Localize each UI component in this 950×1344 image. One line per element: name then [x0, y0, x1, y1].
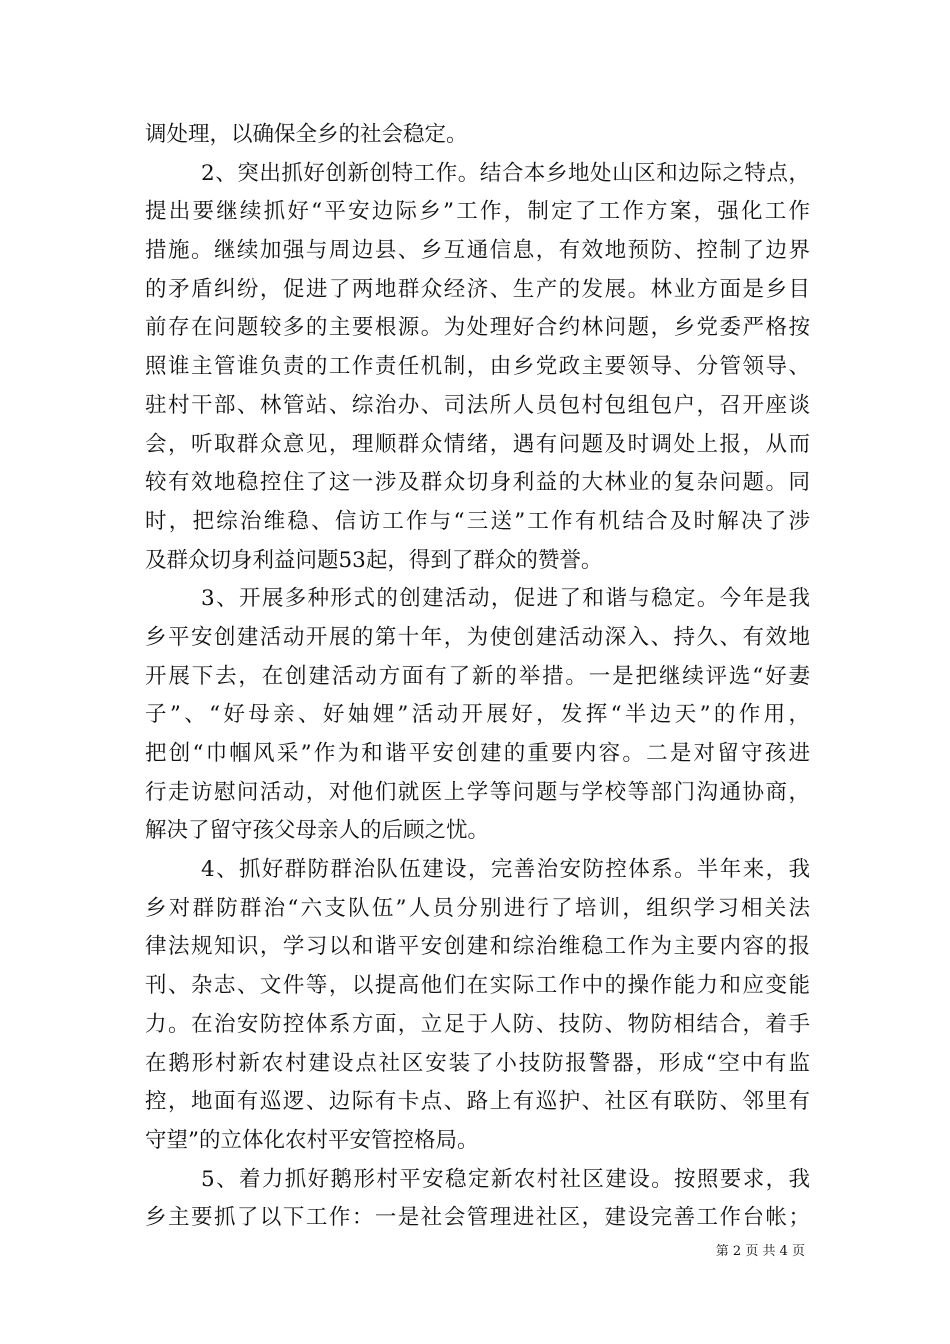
- text-line: 5、着力抓好鹅形村平安稳定新农村社区建设。按照要求，我: [201, 1166, 810, 1192]
- text-line: 在鹅形村新农村建设点社区安装了小技防报警器，形成“空中有监: [145, 1050, 810, 1076]
- document-body: [145, 116, 810, 1238]
- text-line: 守望”的立体化农村平安管控格局。: [145, 1127, 479, 1153]
- text-line: 提出要继续抓好“平安边际乡”工作，制定了工作方案，强化工作: [145, 199, 810, 225]
- text-line: 把创“巾帼风采”作为和谐平安创建的重要内容。二是对留守孩进: [145, 741, 810, 766]
- text-line: 力。在治安防控体系方面，立足于人防、技防、物防相结合，着手: [145, 1011, 810, 1037]
- text-line: 会，听取群众意见，理顺群众情绪，遇有问题及时调处上报，从而: [145, 431, 810, 457]
- page-number: 第 2 页 共 4 页: [715, 1244, 805, 1259]
- text-line: 乡平安创建活动开展的第十年，为使创建活动深入、持久、有效地: [145, 624, 810, 650]
- text-line: 驻村干部、林管站、综治办、司法所人员包村包组包户，召开座谈: [145, 392, 810, 418]
- text-line: 解决了留守孩父母亲人的后顾之忧。: [145, 818, 490, 844]
- text-line: 3、开展多种形式的创建活动，促进了和谐与稳定。今年是我: [201, 586, 810, 612]
- text-line: 律法规知识，学习以和谐平安创建和综治维稳工作为主要内容的报: [145, 934, 810, 960]
- text-line: 乡主要抓了以下工作：一是社会管理进社区，建设完善工作台帐；: [145, 1205, 810, 1231]
- text-line: 控，地面有巡逻、边际有卡点、路上有巡护、社区有联防、邻里有: [145, 1089, 810, 1115]
- text-line: 较有效地稳控住了这一涉及群众切身利益的大林业的复杂问题。同: [145, 470, 810, 496]
- text-line: 刊、杂志、文件等，以提高他们在实际工作中的操作能力和应变能: [145, 973, 810, 999]
- text-line: 照谁主管谁负责的工作责任机制，由乡党政主要领导、分管领导、: [145, 354, 810, 380]
- text-line: 的矛盾纠纷，促进了两地群众经济、生产的发展。林业方面是乡目: [145, 276, 810, 302]
- text-line: 开展下去，在创建活动方面有了新的举措。一是把继续评选“好妻: [145, 663, 810, 689]
- text-line: 时，把综治维稳、信访工作与“三送”工作有机结合及时解决了涉: [145, 508, 810, 534]
- text-line: 4、抓好群防群治队伍建设，完善治安防控体系。半年来，我: [201, 857, 810, 883]
- text-line: 子”、“好母亲、好妯娌”活动开展好，发挥“半边天”的作用，: [145, 702, 810, 728]
- text-line: 2、突出抓好创新创特工作。结合本乡地处山区和边际之特点，: [201, 160, 810, 186]
- text-line: 行走访慰问活动，对他们就医上学等问题与学校等部门沟通协商，: [145, 779, 810, 805]
- text-line: 及群众切身利益问题53起，得到了群众的赞誉。: [145, 547, 603, 573]
- text-line: 调处理，以确保全乡的社会稳定。: [145, 122, 468, 147]
- text-line: 措施。继续加强与周边县、乡互通信息，有效地预防、控制了边界: [145, 238, 810, 264]
- text-line: 乡对群防群治“六支队伍”人员分别进行了培训，组织学习相关法: [145, 895, 810, 921]
- text-line: 前存在问题较多的主要根源。为处理好合约林问题，乡党委严格按: [145, 315, 810, 341]
